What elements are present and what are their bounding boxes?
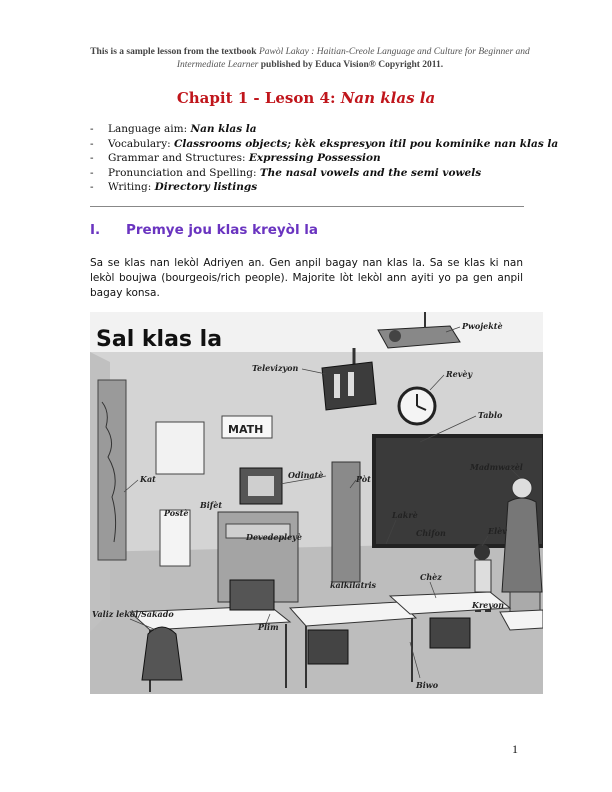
label-chalk: Lakrè bbox=[392, 510, 418, 520]
label-map: Kat bbox=[140, 474, 156, 484]
label-pen: Plim bbox=[258, 622, 279, 632]
lesson-title-prefix: Chapit 1 - Leson 4: bbox=[176, 89, 336, 107]
section-title: Premye jou klas kreyòl la bbox=[126, 222, 319, 238]
label-door: Pòt bbox=[356, 474, 371, 484]
label-television: Televizyon bbox=[252, 363, 299, 373]
label-desk: Biwo bbox=[416, 680, 439, 690]
textbook-credit-note bbox=[70, 46, 550, 72]
section-number: I. bbox=[90, 222, 101, 238]
label-cabinet: Bifèt bbox=[200, 500, 223, 510]
clock-drawing bbox=[399, 388, 435, 424]
math-poster-text: MATH bbox=[228, 423, 264, 436]
section-heading bbox=[90, 222, 318, 238]
aim-vocabulary: - Vocabulary: Classrooms objects; kèk ekspresyon itil pou kominike nan klas la bbox=[90, 137, 530, 152]
label-poster: Postè bbox=[164, 508, 189, 518]
backpack-drawing bbox=[142, 627, 182, 680]
map-drawing bbox=[98, 380, 126, 560]
label-chair: Chèz bbox=[420, 572, 442, 582]
label-computer: Odinatè bbox=[288, 470, 324, 480]
credit-prefix: This is a sample lesson from the textbook bbox=[90, 47, 257, 57]
credit-suffix: published by Educa Vision® Copyright 2011. bbox=[260, 60, 444, 70]
label-pencil: Kreyon bbox=[472, 600, 505, 610]
page-number: 1 bbox=[512, 742, 518, 756]
aim-writing: - Writing: Directory listings bbox=[90, 180, 530, 195]
aim-language: - Language aim: Nan klas la bbox=[90, 122, 530, 137]
label-teacher: Madmwazèl bbox=[470, 462, 523, 472]
label-calculator: kalkilatris bbox=[330, 580, 377, 590]
label-student: Elèv bbox=[488, 526, 507, 536]
credit-book-title: Pawòl Lakay : Haitian-Creole Language and Culture for Beginner and Intermediate Learner bbox=[176, 47, 530, 70]
label-projector: Pwojektè bbox=[462, 321, 503, 331]
aim-pronunciation: - Pronunciation and Spelling: The nasal vowels and the semi vowels bbox=[90, 166, 530, 181]
section-divider bbox=[90, 206, 524, 207]
lesson-aims-list bbox=[90, 122, 559, 195]
lesson-title-name: Nan klas la bbox=[340, 89, 436, 107]
label-chalkboard: Tablo bbox=[478, 410, 503, 420]
aim-grammar: - Grammar and Structures: Expressing Possession bbox=[90, 151, 530, 166]
illustration-title: Sal klas la bbox=[96, 327, 223, 352]
classroom-illustration bbox=[90, 312, 543, 694]
label-eraser: Chifon bbox=[416, 528, 446, 538]
lesson-title bbox=[0, 89, 612, 107]
label-backpack: Valiz lekòl/Sakado bbox=[92, 609, 174, 619]
label-dvd-player: Devedepleyè bbox=[246, 532, 302, 542]
label-clock: Revèy bbox=[446, 369, 473, 379]
intro-paragraph: Sa se klas nan lekòl Adriyen an. Gen anpil bagay nan klas la. Sa se klas ki nan lekòl boujwa (bourgeois/rich people). Majorite lòt lekòl ann ayiti yo pa gen anpil bagay konsa. bbox=[90, 257, 523, 299]
